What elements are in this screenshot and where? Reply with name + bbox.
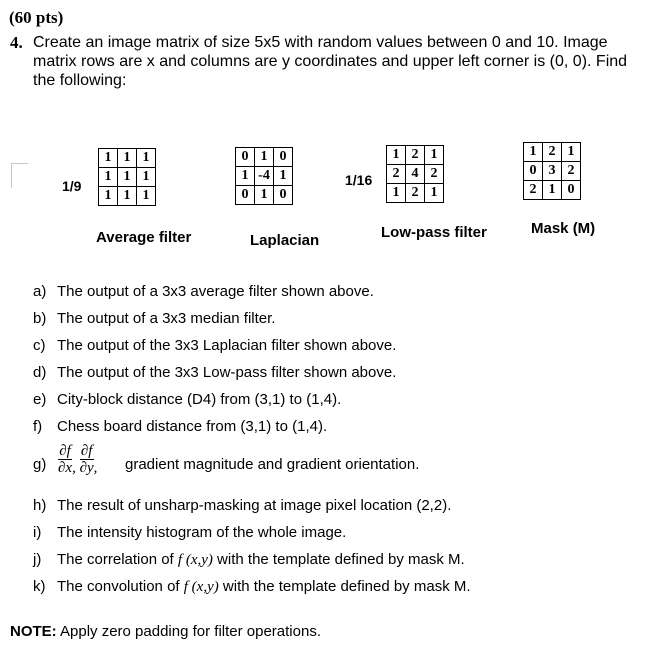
- list-item: [33, 524, 346, 541]
- list-item: [33, 391, 341, 408]
- matrix-cell: 1: [137, 187, 156, 206]
- matrix-cell: 1: [99, 187, 118, 206]
- matrix-cell: 1: [255, 148, 274, 167]
- matrix-cell: 1: [425, 146, 444, 165]
- checkbox-fragment: [11, 163, 28, 188]
- item-text: The intensity histogram of the whole image.: [57, 524, 347, 541]
- item-text: The output of a 3x3 median filter.: [57, 310, 276, 327]
- partial-x-denominator: ∂x: [58, 460, 73, 476]
- item-text-post: with the template defined by mask M.: [212, 551, 465, 568]
- matrix-cell: 1: [425, 184, 444, 203]
- question-line: the following:: [33, 72, 127, 89]
- matrix-cell: 2: [425, 165, 444, 184]
- average-filter-matrix: [98, 148, 156, 206]
- list-item: [33, 337, 396, 354]
- average-filter-scale: 1/9: [62, 178, 82, 194]
- question-text: [33, 33, 633, 90]
- matrix-cell: 1: [118, 187, 137, 206]
- lowpass-filter-caption: Low-pass filter: [381, 224, 487, 241]
- partial-derivatives: $\frac{\partial f}{\partial x}$ , $\frac{\partial f}{\partial y}$ ,: [58, 443, 98, 476]
- item-label: d): [33, 364, 47, 381]
- matrix-cell: 1: [137, 149, 156, 168]
- item-label: f): [33, 418, 43, 435]
- item-text-pre: The convolution of: [57, 578, 184, 595]
- item-label: h): [33, 497, 47, 514]
- question-line: Create an image matrix of size 5x5 with random values between 0 and 10. Image: [33, 34, 608, 51]
- list-item: [33, 551, 465, 569]
- partial-y: [80, 443, 94, 477]
- matrix-cell: 0: [524, 162, 543, 181]
- matrix-cell: 3: [543, 162, 562, 181]
- partial-y-numerator: ∂f: [80, 443, 93, 459]
- list-item: [33, 497, 451, 514]
- matrix-cell: 1: [255, 186, 274, 205]
- item-label: a): [33, 283, 47, 300]
- item-text: Chess board distance from (3,1) to (1,4).: [57, 418, 328, 435]
- matrix-cell: 2: [524, 181, 543, 200]
- list-item: [33, 310, 275, 327]
- laplacian-matrix: [235, 147, 293, 205]
- matrix-cell: 0: [236, 148, 255, 167]
- matrix-cell: 1: [274, 167, 293, 186]
- mask-caption: Mask (M): [531, 220, 596, 237]
- list-item: [33, 364, 396, 381]
- item-label: b): [33, 310, 47, 327]
- matrix-cell: 0: [274, 186, 293, 205]
- average-filter-caption: Average filter: [96, 229, 192, 246]
- matrix-cell: 0: [562, 181, 581, 200]
- matrix-cell: 2: [543, 143, 562, 162]
- note-text: Apply zero padding for filter operations.: [56, 623, 321, 640]
- item-label: e): [33, 391, 47, 408]
- partial-x: [58, 443, 72, 477]
- item-text: The output of the 3x3 Low-pass filter shown above.: [57, 364, 397, 381]
- list-item: [33, 578, 471, 596]
- matrix-cell: 1: [99, 149, 118, 168]
- matrix-cell: 1: [543, 181, 562, 200]
- function-fxy: f (x,y): [177, 552, 213, 568]
- matrix-cell: 2: [406, 146, 425, 165]
- points-heading: (60 pts): [9, 8, 64, 27]
- matrix-cell: 0: [236, 186, 255, 205]
- mask-matrix: [523, 142, 581, 200]
- lowpass-filter-matrix: [386, 145, 444, 203]
- item-text: The output of the 3x3 Laplacian filter shown above.: [57, 337, 397, 354]
- matrix-cell: 2: [406, 184, 425, 203]
- matrix-cell: 1: [387, 184, 406, 203]
- laplacian-caption: Laplacian: [250, 232, 320, 249]
- question-line: matrix rows are x and columns are y coordinates and upper left corner is (0, 0). Find: [33, 53, 628, 70]
- matrix-cell: -4: [255, 167, 274, 186]
- matrix-cell: 1: [99, 168, 118, 187]
- note: [10, 623, 321, 640]
- note-label: NOTE:: [10, 623, 57, 640]
- item-text-pre: The correlation of: [57, 551, 178, 568]
- item-text-post: with the template defined by mask M.: [218, 578, 471, 595]
- matrix-cell: 2: [562, 162, 581, 181]
- item-label: i): [33, 524, 42, 541]
- matrix-cell: 1: [137, 168, 156, 187]
- item-text: The result of unsharp-masking at image pixel location (2,2).: [57, 497, 452, 514]
- question-number: 4.: [10, 33, 23, 52]
- partial-x-numerator: ∂f: [59, 443, 71, 459]
- matrix-cell: 1: [118, 149, 137, 168]
- item-text: gradient magnitude and gradient orientation.: [125, 456, 420, 473]
- matrix-cell: 4: [406, 165, 425, 184]
- item-label: k): [33, 578, 46, 595]
- matrix-cell: 1: [387, 146, 406, 165]
- matrix-cell: 1: [236, 167, 255, 186]
- matrix-cell: 0: [274, 148, 293, 167]
- list-item: [33, 418, 327, 435]
- matrix-cell: 2: [387, 165, 406, 184]
- matrix-cell: 1: [524, 143, 543, 162]
- item-text: City-block distance (D4) from (3,1) to (1,4).: [57, 391, 342, 408]
- list-item: [33, 283, 374, 300]
- partial-y-denominator: ∂y: [79, 460, 94, 476]
- lowpass-filter-scale: 1/16: [345, 172, 373, 188]
- item-label: g): [33, 456, 47, 473]
- function-fxy: f (x,y): [183, 579, 219, 595]
- item-label: j): [33, 551, 42, 568]
- matrix-cell: 1: [118, 168, 137, 187]
- item-text: The output of a 3x3 average filter shown above.: [57, 283, 374, 300]
- item-label: c): [33, 337, 46, 354]
- matrix-cell: 1: [562, 143, 581, 162]
